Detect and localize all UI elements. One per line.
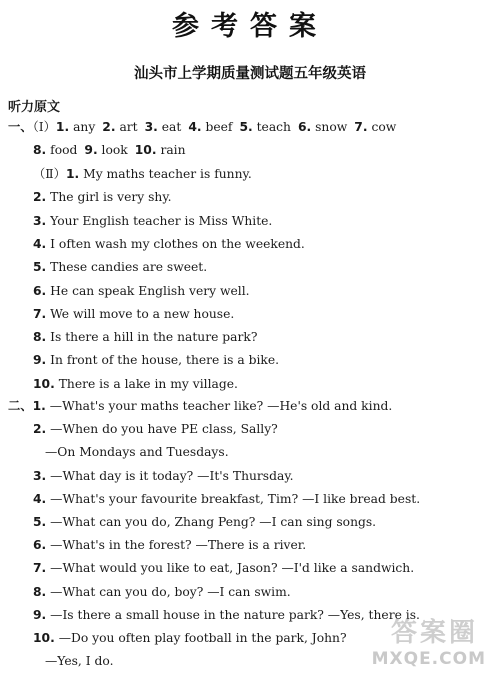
word-text: any — [73, 120, 96, 134]
sentence-text: Is there a hill in the nature park? — [50, 330, 258, 345]
item-number: 9. — [33, 353, 47, 368]
sentence-line — [33, 259, 207, 275]
watermark-logo — [354, 601, 494, 671]
sentence-text: There is a lake in my village. — [58, 376, 238, 391]
dialog-line — [33, 491, 420, 507]
dialog-text: —Yes, I do. — [45, 654, 114, 669]
watermark-url: MXQE.COM — [371, 649, 486, 669]
item-number: 5. — [239, 120, 253, 134]
word-text: art — [119, 120, 138, 134]
dialog-text: —Is there a small house in the nature park? —Yes, there is. — [50, 607, 420, 622]
part1-sub1: （Ⅰ） — [32, 120, 56, 134]
dialog-line — [33, 630, 347, 646]
word-text: snow — [315, 120, 348, 134]
item-number: 8. — [33, 330, 47, 345]
item-number: 9. — [33, 607, 47, 622]
item-number: 3. — [33, 468, 47, 483]
dialog-line — [33, 421, 278, 437]
dialog-text: —Do you often play football in the park, John? — [58, 631, 347, 645]
item-number: 8. — [33, 584, 47, 599]
item-number: 10. — [134, 143, 157, 157]
page-subtitle: 汕头市上学期质量测试题五年级英语 — [134, 66, 366, 82]
item-number: 9. — [84, 143, 98, 157]
part1-sub2: （Ⅱ） — [33, 167, 66, 181]
item-number: 3. — [33, 213, 47, 228]
sentence-line — [33, 376, 238, 392]
word-item — [56, 120, 95, 134]
sentence-text: These candies are sweet. — [50, 260, 208, 275]
dialog-text: —What's in the forest? —There is a river. — [50, 538, 307, 553]
sentence-line — [33, 283, 250, 299]
item-number: 2. — [33, 422, 47, 437]
dialog-text: —What would you like to eat, Jason? —I'd like a sandwich. — [50, 561, 415, 576]
dialog-text: —What day is it today? —It's Thursday. — [50, 468, 294, 483]
word-item — [298, 120, 347, 134]
word-list — [33, 143, 193, 157]
item-number: 1. — [32, 399, 46, 413]
word-item — [33, 143, 77, 157]
item-number: 10. — [33, 631, 55, 645]
part1-marker: 一、 — [8, 120, 33, 134]
dialog-text: —When do you have PE class, Sally? — [50, 422, 278, 437]
item-number: 3. — [144, 120, 158, 134]
word-list — [56, 120, 403, 134]
sentence-line — [33, 213, 272, 229]
word-item — [84, 143, 127, 157]
sentence-line — [33, 352, 279, 368]
word-item — [102, 120, 137, 134]
dialog-line — [33, 584, 291, 600]
word-text: beef — [205, 120, 233, 134]
part1-words-row2 — [33, 142, 193, 158]
sentence-text: The girl is very shy. — [50, 190, 172, 205]
item-number: 2. — [33, 190, 47, 205]
item-number: 7. — [354, 120, 368, 134]
word-text: look — [101, 143, 128, 157]
word-item — [188, 120, 232, 134]
sentence-line — [33, 329, 257, 345]
part1-words-row1 — [8, 119, 403, 135]
word-item — [135, 143, 186, 157]
item-number: 5. — [33, 515, 47, 529]
sentence-text: My maths teacher is funny. — [83, 167, 252, 181]
item-number: 4. — [188, 120, 202, 134]
sentence-text: He can speak English very well. — [50, 283, 250, 298]
item-number: 2. — [102, 120, 116, 134]
item-number: 1. — [65, 167, 80, 181]
dialog-line — [8, 398, 392, 414]
word-text: cow — [371, 120, 397, 134]
sentence-line — [33, 306, 234, 322]
dialog-text: —What's your favourite breakfast, Tim? —I like bread best. — [50, 491, 421, 506]
dialog-line — [45, 444, 229, 460]
dialog-text: —On Mondays and Tuesdays. — [45, 445, 229, 460]
word-item — [145, 120, 182, 134]
sentence-text: We will move to a new house. — [50, 306, 235, 321]
item-number: 6. — [33, 283, 47, 298]
dialog-text: —What's your maths teacher like? —He's old and kind. — [49, 399, 393, 413]
word-item — [239, 120, 291, 134]
sentence-line — [33, 166, 252, 182]
word-text: teach — [256, 120, 291, 134]
word-text: food — [50, 143, 78, 157]
dialog-line — [33, 468, 294, 484]
word-item — [354, 120, 396, 134]
item-number: 7. — [33, 306, 47, 321]
section-title: 听力原文 — [8, 100, 61, 115]
watermark-logo-mark: 答案圈 — [390, 618, 478, 648]
word-text: eat — [161, 120, 182, 134]
item-number: 7. — [33, 561, 47, 576]
sentence-text: In front of the house, there is a bike. — [50, 353, 280, 368]
sentence-line — [33, 236, 305, 252]
word-text: rain — [160, 143, 186, 157]
dialog-line — [33, 537, 306, 553]
item-number: 6. — [33, 538, 47, 553]
dialog-text: —What can you do, boy? —I can swim. — [50, 584, 291, 599]
item-number: 4. — [33, 491, 47, 506]
sentence-line — [33, 189, 172, 205]
sentence-text: I often wash my clothes on the weekend. — [50, 236, 305, 251]
dialog-line — [45, 653, 114, 669]
item-number: 6. — [297, 120, 312, 134]
dialog-text: —What can you do, Zhang Peng? —I can sing songs. — [50, 515, 377, 529]
item-number: 5. — [33, 260, 47, 275]
item-number: 10. — [33, 376, 55, 391]
sentence-text: Your English teacher is Miss White. — [50, 213, 273, 228]
item-number: 1. — [55, 120, 70, 134]
dialog-line — [33, 560, 414, 576]
page-title: 参考答案 — [172, 11, 328, 42]
part2-marker: 二、 — [8, 399, 33, 413]
item-number: 8. — [33, 143, 47, 157]
item-number: 4. — [33, 236, 47, 251]
dialog-line — [33, 514, 376, 530]
